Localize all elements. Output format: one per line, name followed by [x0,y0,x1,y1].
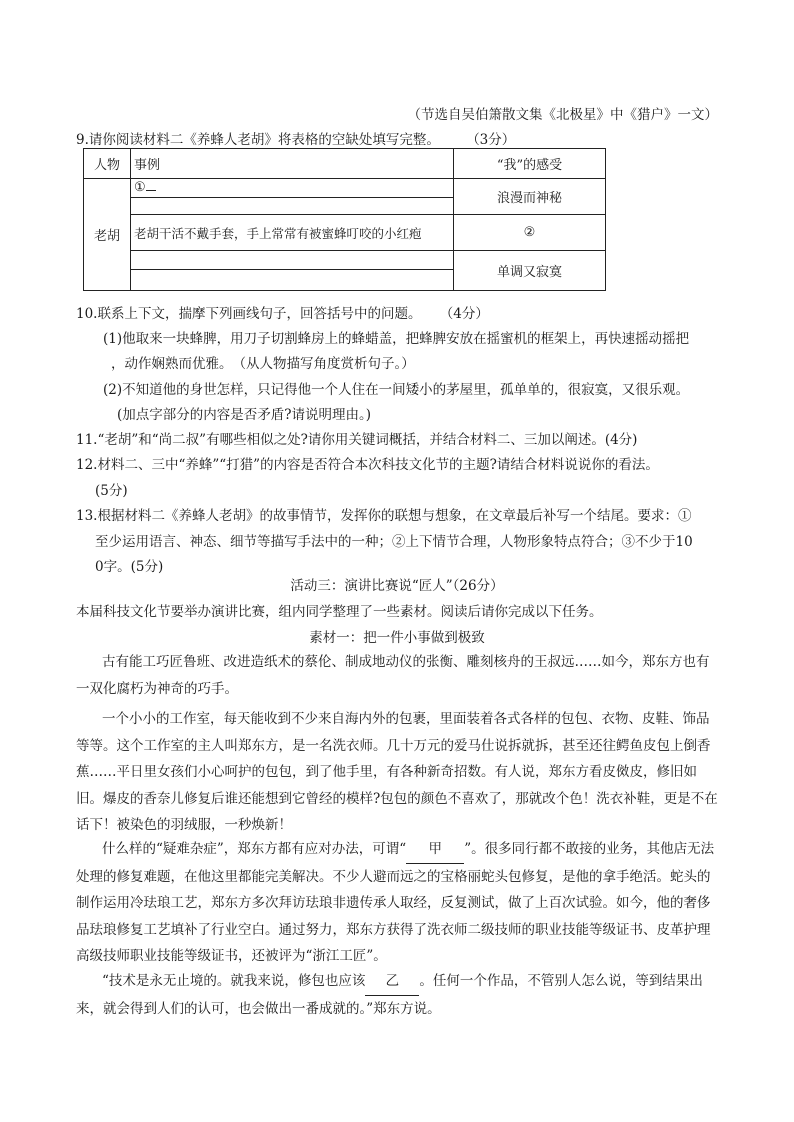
blank-1-underline [146,190,156,191]
paragraph-3 [76,836,718,970]
person-cell: 老胡 [84,179,131,291]
question-12-line-2: (5分) [95,483,128,499]
table-row [84,251,606,291]
blank-jia[interactable]: 甲 [406,836,464,864]
example-2-text: 老胡干活不戴手套，手上常常有被蜜蜂叮咬的小红疱 [134,225,422,241]
example-cell-2 [131,215,454,251]
q10-sentence-1-line-1: (1)他取来一块蜂脾，用刀子切割蜂房上的蜂蜡盖，把蜂脾安放在摇蜜机的框架上，再快速摇动摇把 [103,331,690,347]
paragraph-1: 古有能工巧匠鲁班、改进造纸术的蔡伦、制成地动仪的张衡、雕刻核舟的王叔远……如今，郑东方也有一双化腐朽为神奇的巧手。 [76,654,710,697]
blank-cell-3[interactable] [131,251,454,291]
q10-sentence-1-line-2: ，动作娴熟而优雅。 （从人物描写角度赏析句子。） [111,356,415,372]
question-13-line-1: 13.根据材料二《养蜂人老胡》的故事情节，发挥你的联想与想象，在文章最后补写一个结尾。要求：① [76,508,692,524]
paragraph-4 [76,968,718,1022]
feeling-cell-1: 浪漫而神秘 [454,179,606,215]
table-row [84,215,606,251]
q10-sentence-2-line-1: (2)不知道他的身世怎样，只记得他一个人住在一间矮小的茅屋里，孤单单的，很寂寞，又很乐观。 [103,382,690,398]
table-row [84,179,606,215]
material-1-title: 素材一：把一件小事做到极致 [309,630,485,646]
question-9 [76,128,515,148]
question-13-line-2: 至少运用语言、神态、细节等描写手法中的一种；②上下情节合理，人物形象特点符合；③不少于10 [95,534,693,550]
source-citation: （节选自吴伯箫散文集《北极星》中《猎户》一文） [407,107,718,123]
paragraph-4-part-a: “技术是永无止境的。就我来说，修包也应该 [102,973,366,989]
header-example: 事例 [131,149,454,179]
header-person: 人物 [84,149,131,179]
paragraph-4-part-b: 。任何一个作品，不管别人怎么说，等到结果出来，就会得到人们的认可，也会做出一番成就的。”郑东方说。 [76,973,703,1017]
feeling-cell-3: 单调又寂寞 [454,251,606,291]
blank-cell-1[interactable] [131,179,454,215]
paragraph-3-part-a: 什么样的“疑难杂症”，郑东方都有应对办法，可谓“ [102,841,407,857]
question-9-score: （3分） [466,132,516,148]
question-9-text: 9.请你阅读材料二《养蜂人老胡》将表格的空缺处填写完整。 [76,132,440,148]
feeling-cell-2[interactable]: ② [454,215,606,251]
question-10 [76,302,489,322]
question-10-score: （4分） [439,306,489,322]
question-12-line-1: 12.材料二、三中“养蜂”“打猎”的内容是否符合本次科技文化节的主题?请结合材料说说你的看法。 [76,457,659,473]
activity-3-title: 活动三：演讲比赛说“匠人”（26分） [290,578,504,594]
question-11: 11.“老胡”和“尚二叔”有哪些相似之处?请你用关键词概括，并结合材料二、三加以阐述。(4分) [76,432,638,448]
question-13-line-3: 0字。(5分) [95,559,164,575]
blank-1-marker: ① [134,180,146,195]
table-header-row [84,149,606,179]
activity-3-intro: 本届科技文化节要举办演讲比赛，组内同学整理了一些素材。阅读后请你完成以下任务。 [76,604,603,620]
q10-sentence-2-line-2: (加点字部分的内容是否矛盾?请说明理由。) [117,407,372,423]
q9-table [83,148,606,291]
question-10-text: 10.联系上下文，揣摩下列画线句子，回答括号中的问题。 [76,306,422,322]
blank-yi[interactable]: 乙 [365,968,419,996]
paragraph-3-part-b: ”。很多同行都不敢接的业务，其他店无法处理的修复难题，在他这里都能完美解决。不少人避而远之的宝格丽蛇头包修复，是他的拿手绝活。蛇头的制作运用冷珐琅工艺，郑东方多次拜访珐琅非遗传承人取经，反复测试，做了上百次试验。如今，他的奢侈品珐琅修复工艺填补了行业空白。通过努力，郑东方获得了洗衣师二级技师的职业技能等级证书、皮革护理高级技师职业技能等级证书，还被评为“浙江工匠”。 [76,841,715,964]
header-feeling: “我”的感受 [454,149,606,179]
paragraph-2: 一个小小的工作室，每天能收到不少来自海内外的包裹，里面装着各式各样的包包、衣物、皮鞋、饰品等等。这个工作室的主人叫郑东方，是一名洗衣师。几十万元的爱马仕说拆就拆，甚至还往鳄鱼皮包上倒香蕉……平日里女孩们小心呵护的包包，到了他手里，有各种新奇招数。有人说，郑东方看皮傚皮，修旧如旧。爆皮的香奈儿修复后谁还能想到它曾经的模样?包包的颜色不喜欢了，那就改个色！洗衣补鞋，更是不在话下！被染色的羽绒服，一秒焕新！ [76,711,718,833]
